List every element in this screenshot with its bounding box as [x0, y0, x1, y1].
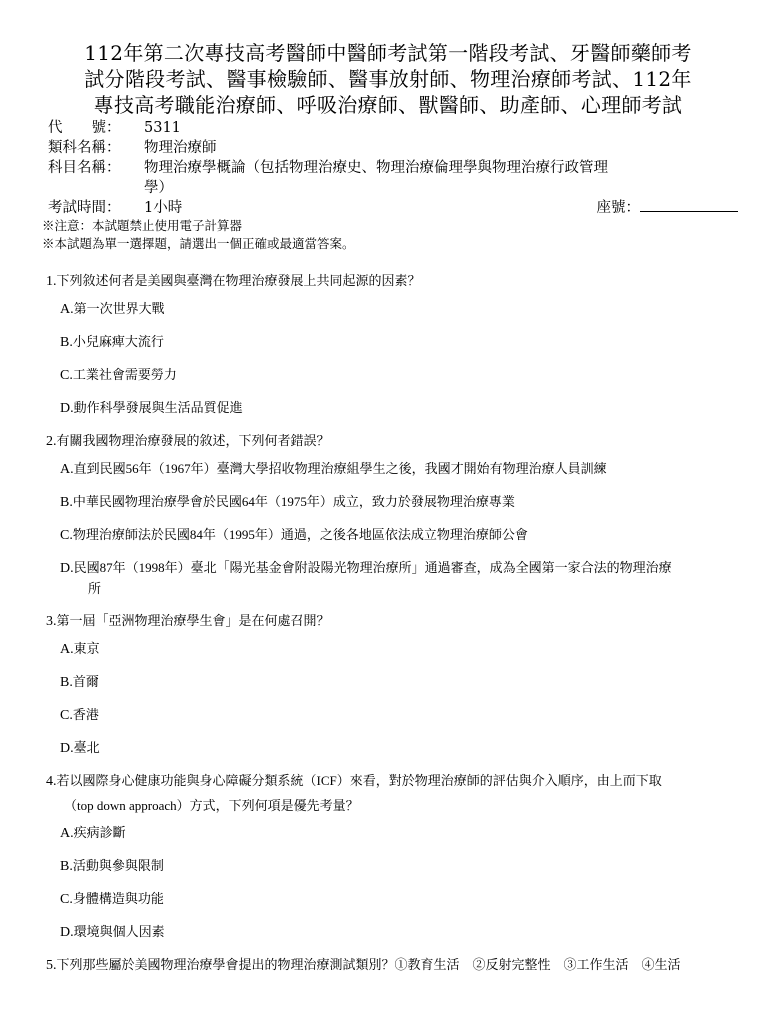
answer-option [46, 492, 746, 513]
option-text: 工業社會需要勞力 [72, 367, 177, 382]
option-letter: B. [60, 859, 73, 874]
question-list [46, 271, 746, 983]
answer-option [46, 672, 746, 693]
option-letter: D. [60, 741, 74, 756]
answer-option [46, 398, 746, 419]
exam-notes [42, 217, 355, 253]
question-item [46, 771, 746, 943]
option-text: 疾病診斷 [73, 825, 126, 840]
seat-label: 座號： [596, 200, 640, 216]
option-letter: D. [60, 561, 74, 576]
option-text: 動作科學發展與生活品質促進 [73, 400, 243, 415]
exam-meta [48, 118, 738, 218]
question-stem [46, 771, 746, 816]
option-letter: C. [60, 368, 73, 383]
question-text: 若以國際身心健康功能與身心障礙分類系統（ICF）來看，對於物理治療師的評估與介入順序，由上而下取 [56, 773, 662, 788]
option-text: 東京 [73, 641, 100, 656]
answer-option [46, 856, 746, 877]
time-row [48, 198, 738, 218]
note-calculator: ※注意：本試題禁止使用電子計算器 [42, 219, 243, 233]
question-number: 2. [46, 434, 57, 449]
time-label: 考試時間： [48, 200, 121, 216]
option-text: 首爾 [72, 674, 99, 689]
option-text: 直到民國56年（1967年）臺灣大學招收物理治療組學生之後，我國才開始有物理治療人員訓練 [73, 461, 607, 476]
option-text: 物理治療師法於民國84年（1995年）通過，之後各地區依法成立物理治療師公會 [72, 527, 528, 542]
answer-option [46, 365, 746, 386]
subject-value-continued: 學） [144, 180, 173, 196]
question-item [46, 271, 746, 419]
question-text-continued: （top down approach）方式，下列何項是優先考量？ [64, 798, 359, 813]
title-line-2: 試分階段考試、醫事檢驗師、醫事放射師、物理治療師考試、112年 [84, 67, 692, 91]
option-letter: D. [60, 925, 74, 940]
code-label: 代 號： [48, 120, 121, 136]
answer-option [46, 639, 746, 660]
answer-option [46, 558, 746, 599]
question-number: 3. [46, 614, 57, 629]
answer-option [46, 332, 746, 353]
subject-label: 科目名稱： [48, 160, 121, 176]
option-letter: A. [60, 642, 74, 657]
answer-option [46, 922, 746, 943]
answer-option [46, 299, 746, 320]
question-stem [46, 955, 746, 976]
subject-value: 物理治療學概論（包括物理治療史、物理治療倫理學與物理治療行政管理 [144, 160, 608, 176]
category-label: 類科名稱： [48, 140, 121, 156]
question-item [46, 431, 746, 599]
title-line-1: 112年第二次專技高考醫師中醫師考試第一階段考試、牙醫師藥師考 [84, 41, 692, 65]
category-value: 物理治療師 [144, 140, 217, 156]
option-text: 香港 [72, 707, 99, 722]
answer-option [46, 823, 746, 844]
option-text: 臺北 [73, 740, 100, 755]
option-letter: B. [60, 495, 73, 510]
answer-option [46, 705, 746, 726]
answer-option [46, 738, 746, 759]
seat-field [597, 198, 739, 218]
option-text: 小兒麻痺大流行 [72, 334, 164, 349]
note-single-choice: ※本試題為單一選擇題，請選出一個正確或最適當答案。 [42, 237, 355, 251]
category-row [48, 138, 738, 158]
question-text: 下列敘述何者是美國與臺灣在物理治療發展上共同起源的因素？ [56, 273, 421, 288]
option-letter: A. [60, 302, 74, 317]
option-text: 民國87年（1998年）臺北「陽光基金會附設陽光物理治療所」通過審查，成為全國第一家合法的物理治療 [73, 560, 672, 575]
question-stem [46, 271, 746, 292]
answer-option [46, 889, 746, 910]
option-text: 第一次世界大戰 [73, 301, 165, 316]
option-letter: C. [60, 892, 73, 907]
question-text: 有關我國物理治療發展的敘述，下列何者錯誤？ [56, 433, 330, 448]
question-number: 4. [46, 774, 57, 789]
code-row [48, 118, 738, 138]
option-text: 環境與個人因素 [73, 924, 165, 939]
option-text: 中華民國物理治療學會於民國64年（1975年）成立，致力於發展物理治療專業 [72, 494, 515, 509]
option-letter: B. [60, 675, 73, 690]
subject-row [48, 158, 738, 178]
time-value: 1小時 [144, 200, 183, 216]
question-item [46, 955, 746, 976]
question-stem [46, 431, 746, 452]
option-text: 身體構造與功能 [72, 891, 164, 906]
question-text: 第一屆「亞洲物理治療學生會」是在何處召開？ [56, 613, 330, 628]
question-number: 1. [46, 274, 57, 289]
option-letter: A. [60, 462, 74, 477]
option-letter: C. [60, 708, 73, 723]
option-text: 活動與參與限制 [72, 858, 164, 873]
answer-option [46, 459, 746, 480]
question-number: 5. [46, 958, 57, 973]
option-letter: B. [60, 335, 73, 350]
title-line-3: 專技高考職能治療師、呼吸治療師、獸醫師、助產師、心理師考試 [93, 93, 683, 117]
option-letter: A. [60, 826, 74, 841]
answer-option [46, 525, 746, 546]
code-value: 5311 [144, 120, 181, 136]
option-text-continued: 所 [88, 581, 102, 596]
exam-title [40, 40, 736, 118]
question-item [46, 611, 746, 759]
question-stem [46, 611, 746, 632]
option-letter: C. [60, 528, 73, 543]
seat-blank-line [640, 198, 738, 212]
option-letter: D. [60, 401, 74, 416]
question-text: 下列那些屬於美國物理治療學會提出的物理治療測試類別？①教育生活 ②反射完整性 ③工作生活 ④生活 [56, 957, 681, 972]
